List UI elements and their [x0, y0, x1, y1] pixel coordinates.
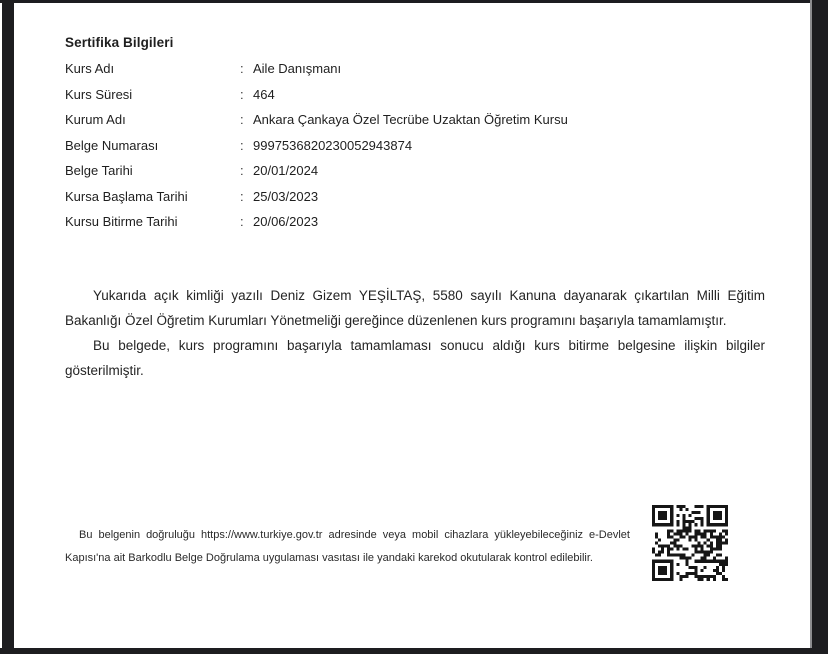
frame-bottom-bar: [0, 648, 828, 654]
field-label: Kurum Adı: [65, 112, 126, 127]
field-label: Kurs Adı: [65, 61, 115, 76]
field-label: Belge Tarihi: [65, 163, 133, 178]
certificate-page: [14, 0, 810, 648]
body-paragraph-2: Bu belgede, kurs programını başarıyla tamamlaması sonucu aldığı kurs bitirme belgesine ilişkin bilgiler gösterilmiştir.: [65, 338, 765, 378]
frame-right-bar: [810, 0, 828, 654]
field-value: Ankara Çankaya Özel Tecrübe Uzaktan Öğretim Kursu: [253, 112, 568, 127]
field-separator: :: [240, 214, 244, 229]
field-value: 9997536820230052943874: [253, 137, 413, 153]
field-separator: :: [240, 86, 244, 102]
field-value: 20/01/2024: [253, 163, 319, 178]
field-value: 464: [253, 86, 275, 102]
field-row-kursu-bitirme-tarihi: [65, 214, 685, 240]
qr-code-icon: [652, 505, 728, 581]
field-label: Kurs Süresi: [65, 86, 133, 102]
verification-note-text: Bu belgenin doğruluğu https://www.turkiye.gov.tr adresinde veya mobil cihazlara yükleyebileceğiniz e-Devlet Kapısı'na ait Barkodlu Belge Doğrulama uygulaması vasıtası ile yandaki karekod okutularak kontrol edilebilir.: [65, 529, 630, 564]
verification-note: [65, 524, 630, 570]
section-title: Sertifika Bilgileri: [65, 35, 174, 50]
field-row-belge-tarihi: [65, 163, 685, 189]
field-row-belge-numarasi: [65, 138, 685, 164]
field-value: Aile Danışmanı: [253, 61, 342, 76]
field-row-kurs-adi: [65, 61, 685, 87]
field-value: 20/06/2023: [253, 214, 319, 229]
frame-top-bar: [0, 0, 828, 3]
field-value: 25/03/2023: [253, 188, 319, 204]
field-row-kurum-adi: [65, 112, 685, 138]
field-separator: :: [240, 137, 244, 153]
field-row-kurs-suresi: [65, 87, 685, 113]
field-label: Belge Numarası: [65, 137, 159, 153]
field-separator: :: [240, 61, 244, 76]
certificate-body-text: [65, 283, 765, 383]
body-paragraph-1: Yukarıda açık kimliği yazılı Deniz Gizem YEŞİLTAŞ, 5580 sayılı Kanuna dayanarak çıkartılan Milli Eğitim Bakanlığı Özel Öğretim Kurumları Yönetmeliği gereğince düzenlenen kurs programını başarıyla tamamlamıştır.: [65, 288, 765, 328]
field-separator: :: [240, 163, 244, 178]
certificate-fields: [65, 61, 685, 240]
frame-left-bar: [2, 0, 14, 654]
field-label: Kursu Bitirme Tarihi: [65, 214, 178, 229]
field-row-kursa-baslama-tarihi: [65, 189, 685, 215]
field-label: Kursa Başlama Tarihi: [65, 188, 188, 204]
field-separator: :: [240, 112, 244, 127]
field-separator: :: [240, 188, 244, 204]
